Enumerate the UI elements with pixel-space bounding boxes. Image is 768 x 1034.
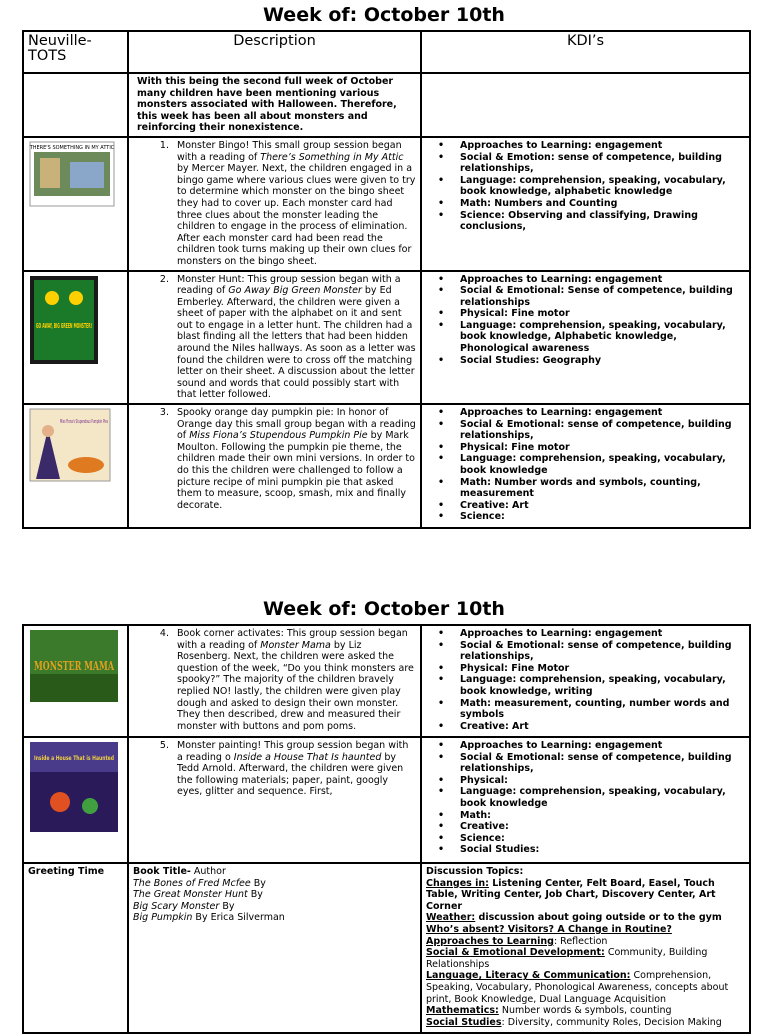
cover-text: Miss Fiona's Stupendous Pumpkin Pies bbox=[60, 419, 109, 426]
kdi-cell bbox=[421, 404, 750, 528]
description-text: Spooky orange day pumpkin pie: In honor of Orange day this small group began with a reading of Miss Fiona’s Stupendous Pumpkin Pie by Mark Moulton. Following the pumpkin pie theme, the children made their own mini versions. In order to do this the children were challenged to follow a picture recipe of mini pumpkin pie that asked them to measure, scoop, smash, mix and finally decorate. bbox=[177, 407, 416, 511]
item-number: 5. bbox=[159, 740, 169, 751]
cover-text: GO AWAY, BIG GREEN MONSTER! bbox=[36, 321, 92, 330]
kdi-item: • Social & Emotional: sense of competence, building relationships, bbox=[438, 419, 745, 442]
discussion-absent: Who’s absent? Visitors? A Change in Routine? bbox=[426, 923, 672, 935]
kdi-item: • Physical: Fine Motor bbox=[438, 663, 745, 675]
discussion-changes: Changes in: Listening Center, Felt Board, Easel, Touch Table, Writing Center, Job Chart, Discovery Center, Art Corner bbox=[426, 877, 716, 912]
page-title: Week of: October 10th bbox=[263, 4, 505, 26]
discussion-social-studies: Social Studies: Diversity, community Roles, Decision Making bbox=[426, 1016, 722, 1028]
kdi-item: • Language: comprehension, speaking, vocabulary, book knowledge, writing bbox=[438, 674, 745, 697]
description-cell bbox=[128, 404, 421, 528]
kdi-item: • Language: comprehension, speaking, vocabulary, book knowledge bbox=[438, 453, 745, 476]
book-cover-attic bbox=[30, 142, 114, 206]
kdi-item: • Language: comprehension, speaking, vocabulary, book knowledge, Alphabetic knowledge, Phonological awareness bbox=[438, 320, 745, 355]
kdi-cell bbox=[421, 137, 750, 271]
kdi-item: • Approaches to Learning: engagement bbox=[438, 274, 745, 286]
book-cover-green-monster bbox=[30, 276, 98, 364]
blank-cell bbox=[23, 73, 128, 137]
description-cell bbox=[128, 625, 421, 737]
kdi-item: • Science: Observing and classifying, Drawing conclusions, bbox=[438, 210, 745, 233]
kdi-item: • Physical: Fine motor bbox=[438, 308, 745, 320]
description-cell bbox=[128, 137, 421, 271]
book-title-heading: Book Title- Author bbox=[133, 866, 226, 877]
kdi-item: • Math: Number words and symbols, counting, measurement bbox=[438, 477, 745, 500]
lesson-table bbox=[22, 624, 751, 1034]
greeting-book: The Great Monster Hunt By bbox=[133, 889, 263, 901]
item-number: 2. bbox=[159, 273, 169, 285]
blank-cell bbox=[421, 73, 750, 137]
greeting-books-cell bbox=[128, 863, 421, 1033]
kdi-item: • Math: Numbers and Counting bbox=[438, 198, 745, 210]
header-description: Description bbox=[128, 31, 421, 73]
book-title: Go Away Big Green Monster bbox=[228, 285, 362, 297]
kdi-item: • Creative: Art bbox=[438, 721, 745, 733]
kdi-item: • Approaches to Learning: engagement bbox=[438, 407, 745, 419]
lesson-table bbox=[22, 30, 751, 529]
greeting-book: Big Pumpkin By Erica Silverman bbox=[133, 912, 285, 924]
item-number: 3. bbox=[159, 407, 169, 419]
book-title: Miss Fiona’s Stupendous Pumpkin Pie bbox=[189, 430, 368, 442]
kdi-item: • Social Studies: bbox=[438, 844, 745, 856]
kdi-cell bbox=[421, 271, 750, 405]
discussion-cell bbox=[421, 863, 750, 1033]
kdi-item: • Social & Emotion: sense of competence, building relationships, bbox=[438, 152, 745, 175]
kdi-item: • Social & Emotional: sense of competence, building relationships, bbox=[438, 752, 745, 775]
kdi-item: • Language: comprehension, speaking, vocabulary, book knowledge bbox=[438, 786, 745, 809]
book-cover-monster-mama bbox=[30, 630, 118, 702]
item-number: 1. bbox=[159, 139, 169, 151]
item-number: 4. bbox=[159, 628, 169, 639]
discussion-approaches: Approaches to Learning: Reflection bbox=[426, 935, 608, 947]
kdi-cell bbox=[421, 737, 750, 863]
kdi-item: • Approaches to Learning: engagement bbox=[438, 140, 745, 152]
description-text: Book corner activates: This group session began with a reading of Monster Mama by Liz Rosenberg. Next, the children were asked the question of the week, “Do you think monsters are spooky?” The majority of the children bravely replied NO! lastly, the children were given play dough and asked to design their own monster. They then described, drew and measured their monster with buttons and pom poms. bbox=[177, 628, 414, 732]
kdi-item: • Physical: Fine motor bbox=[438, 442, 745, 454]
book-cover-cell bbox=[23, 404, 128, 528]
discussion-language: Language, Literacy & Communication: Comprehension, Speaking, Vocabulary, Phonological Awareness, concepts about print, Book Knowledge, Dual Language Acquisition bbox=[426, 970, 729, 1005]
cover-text: Inside a House That is Haunted bbox=[34, 754, 115, 762]
header-kdis: KDI’s bbox=[421, 31, 750, 73]
intro-text: With this being the second full week of October many children have been mentioning various monsters associated with Halloween. Therefore, this week has been all about monsters and reinforcing their nonexistence. bbox=[128, 73, 421, 137]
book-title: There’s Something in My Attic bbox=[260, 151, 404, 163]
discussion-math: Mathematics: Number words & symbols, counting bbox=[426, 1005, 672, 1017]
description-text: Monster Bingo! This small group session began with a reading of There’s Something in My Attic by Mercer Mayer. Next, the children engaged in a bingo game where various clues were given to try to determine which monster on the bingo sheet they had to cover up. Each monster card had three clues about the monster leading the children to engage in the process of elimination. After each monster card had been read the children took turns making up their own clues for monsters on the bingo sheet. bbox=[177, 139, 416, 267]
kdi-item: • Language: comprehension, speaking, vocabulary, book knowledge, alphabetic knowledge bbox=[438, 175, 745, 198]
book-cover-cell bbox=[23, 737, 128, 863]
book-cover-cell bbox=[23, 625, 128, 737]
kdi-item: • Approaches to Learning: engagement bbox=[438, 628, 745, 640]
greeting-book: The Bones of Fred Mcfee By bbox=[133, 877, 266, 889]
book-cover-pumpkin-pie bbox=[30, 409, 110, 481]
book-title: Monster Mama bbox=[260, 639, 331, 651]
header-neuville-tots: Neuville-TOTS bbox=[23, 31, 128, 73]
kdi-item: • Science: bbox=[438, 511, 745, 523]
kdi-item: • Science: bbox=[438, 833, 745, 845]
kdi-item: • Math: measurement, counting, number words and symbols bbox=[438, 698, 745, 721]
discussion-social: Social & Emotional Development: Community, Building Relationships bbox=[426, 947, 708, 970]
cover-text: THERE'S SOMETHING IN MY ATTIC bbox=[29, 144, 115, 151]
book-title: Inside a House That Is haunted bbox=[233, 751, 382, 763]
page-title: Week of: October 10th bbox=[263, 598, 505, 620]
description-cell bbox=[128, 737, 421, 863]
description-cell bbox=[128, 271, 421, 405]
discussion-weather: Weather: discussion about going outside or to the gym bbox=[426, 912, 722, 924]
kdi-item: • Creative: bbox=[438, 821, 745, 833]
kdi-item: • Physical: bbox=[438, 775, 745, 787]
cover-text: MONSTER MAMA bbox=[34, 659, 115, 673]
kdi-item: • Math: bbox=[438, 810, 745, 822]
book-cover-cell bbox=[23, 137, 128, 271]
description-text: Monster Hunt: This group session began with a reading of Go Away Big Green Monster by Ed Emberley. Afterward, the children were given a sheet of paper with the alphabet on it and sent out to engage in a letter hunt. The children had a blast finding all the letters that had been hidden around the Niles hallways. As soon as a letter was found the children were to cross off the matching letter on their sheet. A discussion about the letter sound and words that could possibly start with that letter followed. bbox=[177, 273, 416, 401]
book-cover-haunted-house bbox=[30, 742, 118, 832]
discussion-heading: Discussion Topics: bbox=[426, 866, 524, 877]
greeting-book: Big Scary Monster By bbox=[133, 900, 235, 912]
kdi-cell bbox=[421, 625, 750, 737]
kdi-item: • Approaches to Learning: engagement bbox=[438, 740, 745, 752]
kdi-item: • Creative: Art bbox=[438, 500, 745, 512]
kdi-item: • Social & Emotional: Sense of competence, building relationships bbox=[438, 285, 745, 308]
description-text: Monster painting! This group session began with a reading o Inside a House That Is haunted by Tedd Arnold. Afterward, the children were given the following materials; paper, paint, googly eyes, glitter and sequence. First, bbox=[177, 740, 409, 798]
greeting-time-label: Greeting Time bbox=[23, 863, 128, 1033]
kdi-item: • Social Studies: Geography bbox=[438, 355, 745, 367]
kdi-item: • Social & Emotional: sense of competence, building relationships, bbox=[438, 640, 745, 663]
book-cover-cell bbox=[23, 271, 128, 405]
